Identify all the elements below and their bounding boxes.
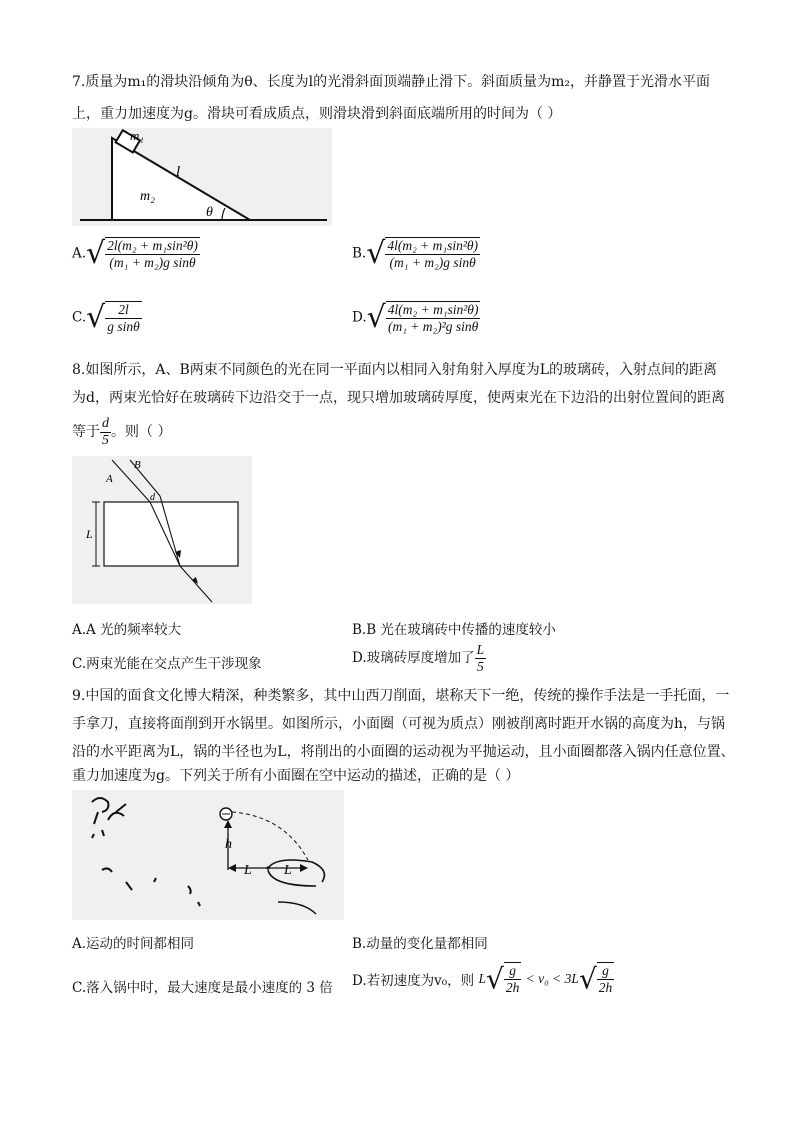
q7-option-a[interactable]: A.√ $\frac{\text{2l(m₂ + m₁sin²θ)}}{\text{(m₁ + m₂)g sinθ}}$ bbox=[72, 236, 198, 271]
q8-option-c[interactable]: C.两束光能在交点产生干涉现象 bbox=[72, 656, 262, 672]
q9-stem-line2: 手拿刀，直接将面削到开水锅里。如图所示，小面圈（可视为质点）刚被削离时距开水锅的高度为h，与锅 bbox=[72, 716, 726, 732]
q8-option-a[interactable]: A.A 光的频率较大 bbox=[72, 622, 182, 638]
label-l: L bbox=[86, 527, 93, 541]
q9-stem-line4: 重力加速度为g。下列关于所有小面圈在空中运动的描述，正确的是（ ） bbox=[72, 768, 520, 784]
q8-stem-line3: 等于 $\frac{d}{5}$ 。则（ ） bbox=[72, 415, 172, 448]
q9-noodle-figure bbox=[72, 790, 344, 920]
q7-option-d[interactable]: D.√ $\frac{\text{4l(m₂ + m₁sin²θ)}}{\text{(m₁ + m₂)²g sinθ}}$ bbox=[352, 300, 479, 335]
label-l1: L bbox=[244, 863, 252, 878]
q9-option-a[interactable]: A.运动的时间都相同 bbox=[72, 936, 195, 952]
q8-option-d[interactable]: D.玻璃砖厚度增加了 $\frac{L}{5}$ bbox=[352, 642, 485, 674]
q8-option-b[interactable]: B.B 光在玻璃砖中传播的速度较小 bbox=[352, 622, 556, 638]
q9-option-c[interactable]: C.落入锅中时，最大速度是最小速度的 3 倍 bbox=[72, 980, 333, 996]
q9-option-b[interactable]: B.动量的变化量都相同 bbox=[352, 936, 488, 952]
q9-option-d[interactable]: D.若初速度为v₀，则 L√ $\frac{g}{2h}$ < v₀ < 3L√ $\frac{g}{2h}$ bbox=[352, 962, 613, 996]
q8-stem-line1: 8.如图所示，A、B两束不同颜色的光在同一平面内以相同入射角射入厚度为L的玻璃砖，入射点间的距离 bbox=[72, 362, 718, 378]
label-m1: m₁ bbox=[130, 128, 144, 143]
q7-option-c[interactable]: C.√ $\frac{2l}{\text{g sinθ}}$ bbox=[72, 300, 140, 335]
label-a: A bbox=[106, 473, 113, 485]
q8-glass-figure bbox=[72, 456, 252, 604]
q7-stem-line1: 7.质量为m₁的滑块沿倾角为θ、长度为l的光滑斜面顶端静止滑下。斜面质量为m₂，并静置于光滑水平面 bbox=[72, 74, 711, 90]
label-m2: m₂ bbox=[140, 189, 155, 204]
q7-incline-figure bbox=[72, 128, 332, 226]
label-b: B bbox=[134, 459, 141, 471]
q8-stem-line2: 为d，两束光恰好在玻璃砖下边沿交于一点，现只增加玻璃砖厚度，使两束光在下边沿的出射位置间的距离 bbox=[72, 390, 725, 406]
label-l2: L bbox=[284, 863, 292, 878]
q7-stem-line2: 上，重力加速度为g。滑块可看成质点，则滑块滑到斜面底端所用的时间为（ ） bbox=[72, 106, 562, 122]
q9-stem-line1: 9.中国的面食文化博大精深，种类繁多，其中山西刀削面，堪称天下一绝，传统的操作手法是一手托面，一 bbox=[72, 688, 730, 704]
label-h: h bbox=[225, 837, 232, 852]
label-d: d bbox=[150, 492, 155, 503]
label-l: l bbox=[176, 164, 181, 180]
label-theta: θ bbox=[206, 205, 213, 220]
q9-stem-line3: 沿的水平距离为L，锅的半径也为L，将削出的小面圈的运动视为平抛运动，且小面圈都落入锅内任意位置、 bbox=[72, 744, 735, 760]
q7-option-b[interactable]: B.√ $\frac{\text{4l(m₂ + m₁sin²θ)}}{\text{(m₁ + m₂)g sinθ}}$ bbox=[352, 236, 479, 271]
